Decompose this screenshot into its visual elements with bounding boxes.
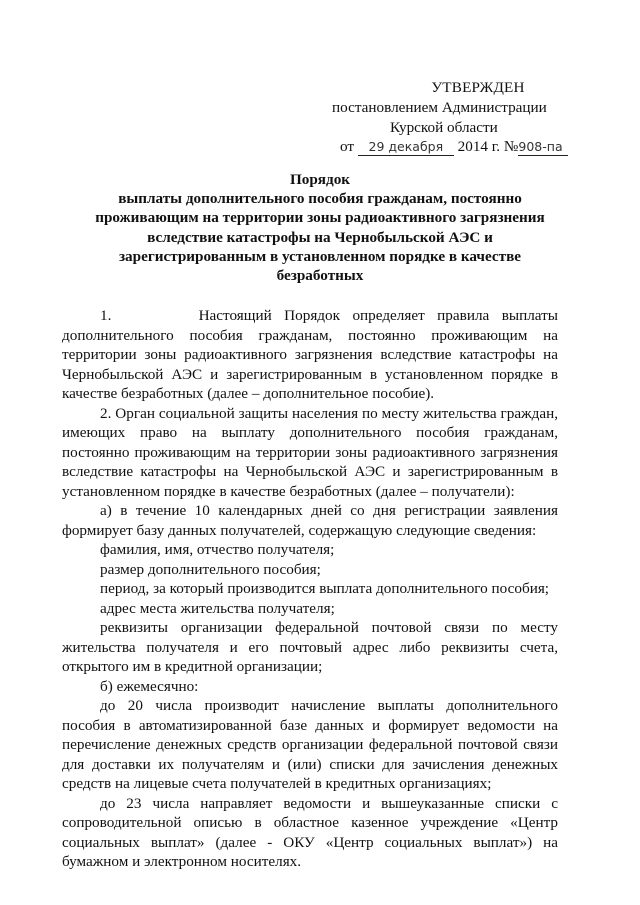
approval-date-line (318, 137, 608, 157)
title-line-1: Порядок (289, 171, 351, 188)
paragraph-2: 2. Орган социальной защиты населения по месту жительства граждан, имеющих право на выплату дополнительного пособия гражданам, постоянно проживающим на территории зоны радиоактивного загрязнения вследствие катастрофы на Чернобыльской АЭС и зарегистрированным в установленном порядке в качестве безработных (далее – получатели): (62, 404, 558, 500)
decree-number: 908-па (518, 139, 568, 156)
date-prefix: от (340, 138, 355, 156)
paragraph-5: размер дополнительного пособия; (100, 560, 321, 578)
title-line-5: зарегистрированным в установленном порядке в качестве (118, 247, 522, 265)
approval-stamp-block (318, 78, 608, 157)
paragraph-6: период, за который производится выплата дополнительного пособия; (100, 580, 550, 597)
date-year: 2014 г. № (457, 138, 519, 156)
paragraph-3: а) в течение 10 календарных дней со дня регистрации заявления формирует базу данных получателей, содержащую следующие сведения: (62, 502, 558, 539)
paragraph-8: реквизиты организации федеральной почтовой связи по месту жительства получателя и его почтовый адрес либо реквизиты счета, открытого им в кредитной организации; (62, 619, 558, 675)
paragraph-1: 1. Настоящий Порядок определяет правила выплаты дополнительного пособия гражданам, постоянно проживающим на территории зоны радиоактивного загрязнения вследствие катастрофы на Чернобыльской АЭС и зарегистрированным в установленном порядке в качестве безработных (далее – дополнительное пособие). (62, 307, 558, 402)
paragraph-4: фамилия, имя, отчество получателя; (100, 541, 335, 558)
approval-line-1: постановлением Администрации (332, 98, 547, 116)
approval-heading: УТВЕРЖДЕН (431, 79, 525, 96)
paragraph-10: до 20 числа производит начисление выплаты дополнительного пособия в автоматизированной базе данных и формирует ведомости на перечисление денежных средств организации федеральной почтовой связи для доставки их получателям и (или) списки для зачисления денежных средств на лицевые счета получателей в кредитных организациях; (62, 697, 558, 792)
date-day-month: 29 декабря (358, 139, 454, 156)
paragraph-7: адрес места жительства получателя; (100, 599, 335, 617)
title-line-6: безработных (276, 267, 364, 285)
title-line-4: вследствие катастрофы на Чернобыльской АЭС и (147, 228, 493, 246)
title-line-3: проживающим на территории зоны радиоактивного загрязнения (95, 209, 545, 227)
document-title (60, 170, 580, 285)
document-body (62, 306, 558, 872)
paragraph-9: б) ежемесячно: (100, 677, 199, 695)
title-line-2: выплаты дополнительного пособия гражданам, постоянно (118, 190, 522, 208)
approval-line-2: Курской области (390, 118, 498, 136)
paragraph-11: до 23 числа направляет ведомости и вышеуказанные списки с сопроводительной описью в областное казенное учреждение «Центр социальных выплат» (далее - ОКУ «Центр социальных выплат») на бумажном и электронном носителях. (62, 794, 558, 870)
